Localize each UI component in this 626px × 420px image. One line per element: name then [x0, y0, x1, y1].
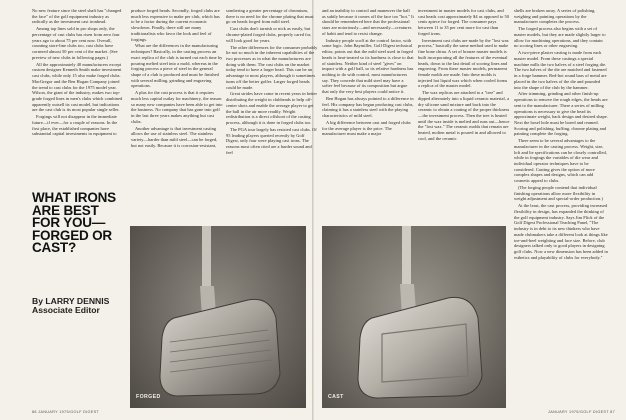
paragraph: Cast clubs don't tarnish or nick as easily, but chrome-plated forged clubs, properly cared for, will look good for years.: [226, 26, 312, 43]
paragraph: The PGA tour largely has resisted cast clubs. Of 95 leading players queried recently by Golf Digest, only four were playing cast irons. The reasons most often cited are a harder sound and feel: [226, 126, 317, 155]
club-head: [160, 299, 280, 396]
paragraph: There seem to be several advantages to the manufacturer in the casting process. Weight, size, loft and lie specifications can be closely controlled, while in forgings the variables of die wear and individual operator techniques have to be considered. Casting gives the option of more complex shapes and designs, which can add cosmetic appeal to clubs.: [514, 138, 607, 184]
cast-iron-illustration: [322, 226, 506, 408]
paragraph: After trimming, grinding and other finish-up operations to remove the rough edges, the heads are sent to the manufacturer. There a series of milling operations is necessary to give the head its approximate weight, back design and desired shape. Next the hosel hole must be bored and reamed. Scoring and polishing, buffing, chrome plating and painting complete the forging.: [514, 91, 608, 137]
club-head: [358, 297, 482, 398]
paragraph: Forgings will not disappear in the immediate future—if ever—for a couple of reasons. In the first place, the established companies have substantial capital investments in equipment to: [32, 114, 118, 137]
paragraph: (The forging people contend that individual finishing operations allow more flexibility in weight adjustment and special-order production.): [514, 185, 603, 202]
shaft: [202, 226, 211, 290]
paragraph: A plus for the cast process is that it requires much less capital outlay for machinery, the reason so many new companies have been able to get into the business. No company that has gone into golf in the last three years makes anything but cast clubs.: [131, 90, 223, 124]
paragraph: The other differences for the consumer probably lie not so much in the inherent capabilities of the two processes as in what the manufacturers are doing with them. The cast clubs on the market today tend to have a larger head. This can be an advantage to most players, although it sometimes turns off the better golfer. Larger forged heads could be made.: [226, 44, 318, 90]
paragraph: What are the differences in the manufacturing techniques? Basically, in the casting process an exact replica of the club is turned out each time by pouring melted steel into a mold, whereas in the forging process a piece of steel in the general shape of a club is produced and must be finished with several milling, grinding and engraving operations.: [131, 43, 223, 89]
paragraph: Investment cast clubs are made by the "lost wax process," basically the same method used to make fine bone china. A set of bronze master models is built incorporating all the features of the eventual heads, down to the last detail of scoring lines and engraving. From these master models, permanent female molds are made. Into these molds is injected hot liquid wax which when cooled forms a replica of the master model.: [418, 37, 509, 89]
paragraph: Another advantage is that investment casting allows the use of stainless steel. The stainless variety—harder than mild steel—can be forged, but not easily. Because it is corrosion-resistant,: [131, 125, 218, 148]
folio-right: JANUARY 1975/GOLF DIGEST 87: [548, 410, 615, 414]
paragraph: The wax replicas are attached to a "tree" and dipped alternately into a liquid ceramic material, a dry silicone sand mixture and back into the ceramic to obtain a coating of the proper thickness—the investment process. Then the tree is heated until the wax inside is melted and runs out—hence the "lost wax." The ceramic molds that remain are heated, molten metal is poured in and allowed to cool, and the ceramic: [418, 90, 510, 141]
paragraph: shells are broken away. A series of polishing, weighing and painting operations by the manufacturer completes the process.: [514, 8, 596, 25]
forged-iron-photo: [130, 226, 306, 408]
paragraph: produce forged heads. Secondly, forged clubs are much less expensive to make per club, which has to be a factor during the current economic slowdown. Finally, there still are many traditionalists who favor the look and feel of forgings.: [131, 8, 220, 42]
paragraph: No new feature since the steel shaft has "changed the face" of the golf equipment industry as radically as the investment cast ironhead.: [32, 8, 122, 25]
forged-label: FORGED: [136, 394, 161, 400]
text-column-4: [322, 8, 414, 218]
text-column-1: [32, 8, 124, 190]
forged-iron-illustration: [130, 226, 306, 408]
paragraph: Ben Hogan has always pointed to a difference in feel. His company has begun producing cast clubs, claiming it has a stainless steel with the playing characteristics of mild steel.: [322, 95, 414, 119]
paragraph: A two-piece plaster casting is made from each master model. From these castings a special machine mills the two halves of a steel forging die. The two halves of the die are matched and fastened in a forge hammer. Red-hot round bars of metal are placed in the two halves of the die and pounded into the shape of the club by the hammer.: [514, 50, 607, 90]
paragraph: sombering a greater percentage of chromium, there is no need for the chrome plating that must go on heads forged from mild steel.: [226, 8, 314, 25]
text-column-6: [514, 8, 608, 413]
paragraph: The forged process also begins with a set of master models, but they are made slightly larger to allow for machining operations, and they contain no scoring lines or other engraving.: [514, 26, 606, 49]
byline-role: Associate Editor: [32, 305, 100, 315]
text-column-5: [418, 8, 510, 218]
paragraph: A big difference between cast and forged clubs for the average player is the price. The manufacturer must make a major: [322, 119, 411, 137]
article-headline: WHAT IRONS ARE BEST FOR YOU— FORGED OR CAST?: [32, 190, 116, 256]
paragraph: Great strides have come in recent years in better distributing the weight in clubheads to help off-center shots and enable the average player to get the ball in the air more readily. Weight redistribution is a direct offshoot of the casting process, although it is done in forged clubs too.: [226, 91, 318, 125]
byline-author: By LARRY DENNIS: [32, 296, 110, 306]
text-column-3: [226, 8, 318, 218]
byline: [32, 297, 128, 315]
paragraph: and an inability to control and maneuver the ball as subtly because it comes off the face too "hot." It should be remembered here that the professional stars are notoriously—and necessarily—creatures of habit and tend to resist change.: [322, 8, 414, 36]
paragraph: Among top lines sold in pro shops only, the percentage of cast clubs has risen from zero four years ago to about 75 per cent now. Overall, counting store-line clubs too, cast clubs have cornered almost 50 per cent of the market. (See preview of new clubs in following pages.): [32, 26, 120, 60]
paragraph: All the approximately 40 manufacturers except custom designer Kenneth Smith make investment cast clubs, while only 15 also make forged clubs. MacGregor and the Ben Hogan Company joined the trend to cast clubs for the 1975 model year. Wilson, the giant of the industry, makes two top-grade forged lines in men's clubs which combined apparently outsell its cast model, but indications are the cast club is its most popular single seller.: [32, 61, 123, 113]
paragraph: Industry people scoff at the control factor, with some logic. John Baymiller, Golf Digest technical editor, points out that the mild steel used in forged heads is heat-treated so its hardness is close to that of stainless. Neither kind of steel "gives" on impact with a golf ball, so its relative hardness has nothing to do with control, most manufacturers say. They concede that mild steel may have a softer feel because of its composition but argue that only the very best players could notice it.: [322, 37, 414, 95]
folio-left: 86 JANUARY 1975/GOLF DIGEST: [32, 410, 100, 414]
cast-iron-photo: [322, 226, 506, 408]
paragraph: investment in master models for cast clubs, and cast heads cost approximately $4 as opposed to 50 cents apiece for forged. The consumer pays between 11 to 35 per cent more for cast than forged irons.: [418, 8, 509, 36]
paragraph: At the least, the cast process, providing increased flexibility in design, has expanded the thinking of the golf equipment industry. Says Jim Flick of the Golf Digest Professional Teaching Panel, "The industry is in debt to its new thinkers who have made clubmakers take a different look at things like toe-and-heel weighting and face size. Before, club designers talked only to good players in designing golf clubs. Now a new dimension has been added in esthetics and playability of clubs for everybody.": [514, 203, 608, 260]
text-column-2: [131, 8, 223, 218]
shaft: [402, 226, 411, 288]
cast-label: CAST: [328, 394, 344, 400]
